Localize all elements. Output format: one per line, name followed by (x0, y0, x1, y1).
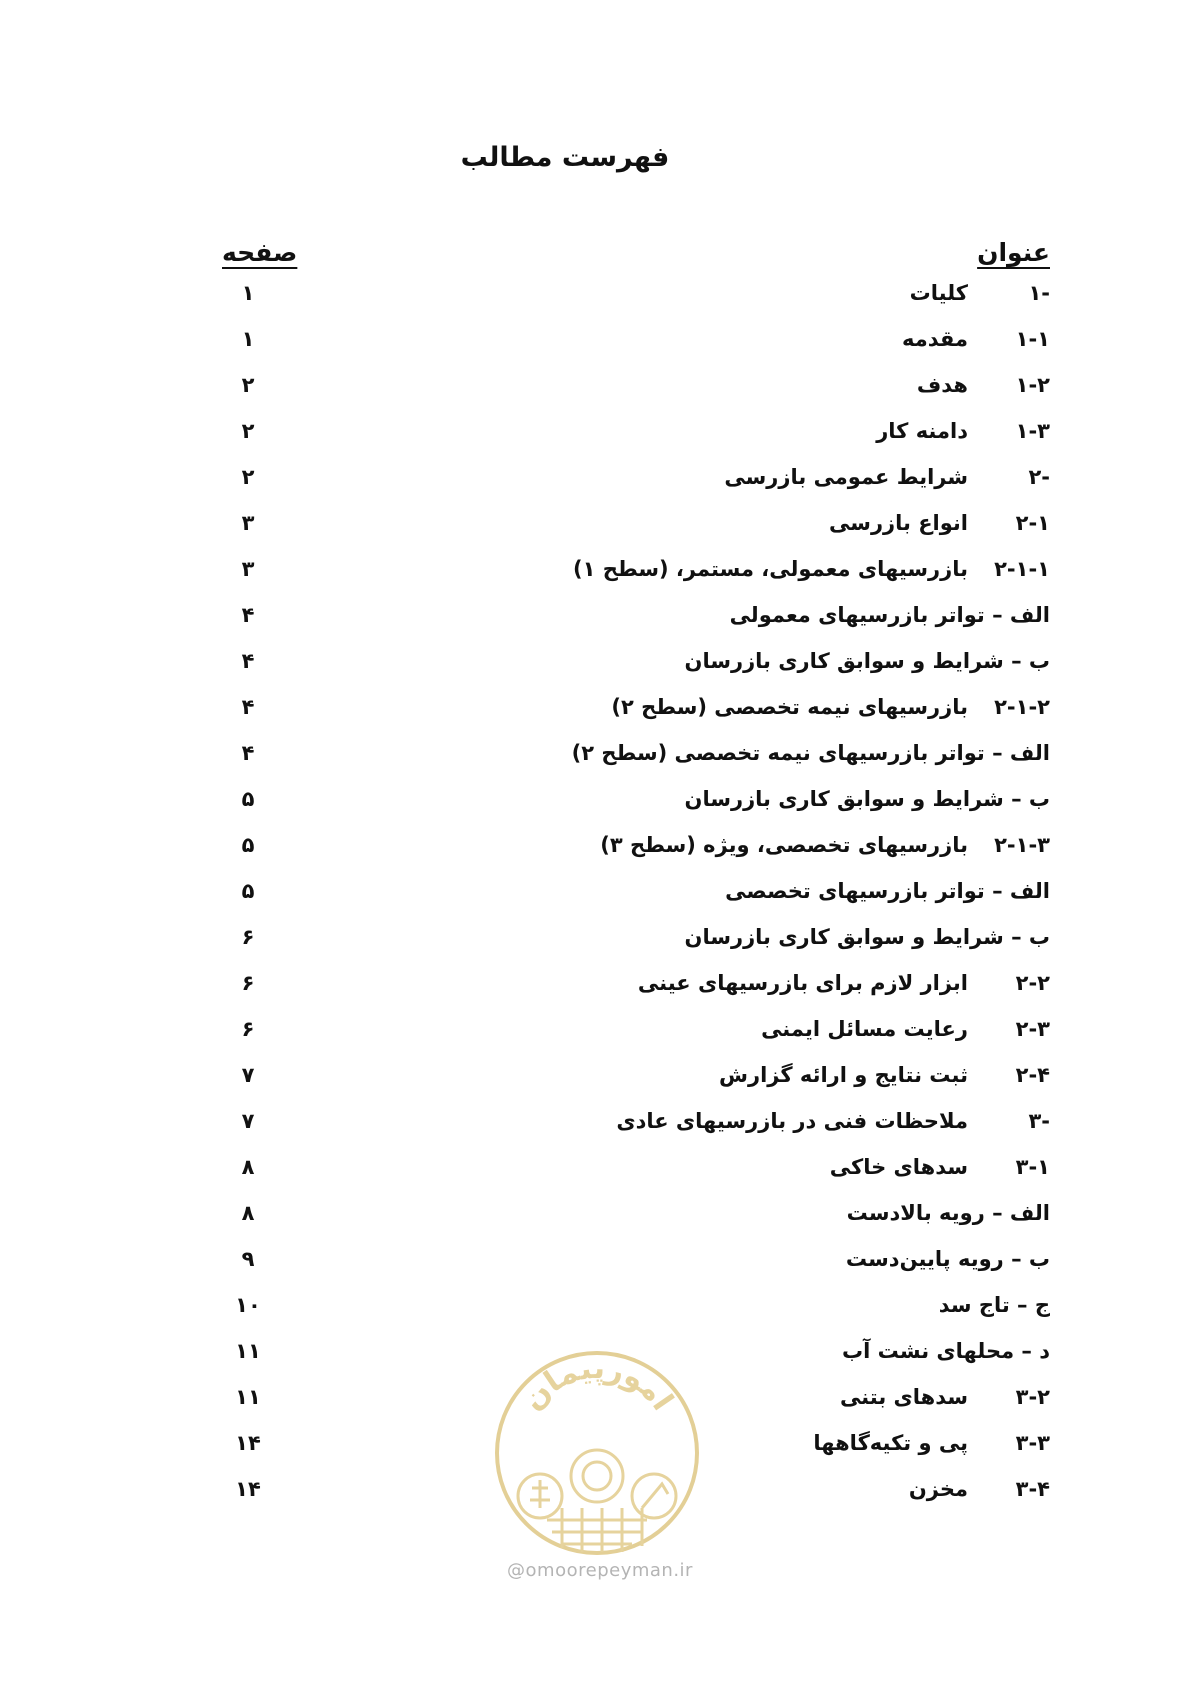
section-number: ۱-۳ (1015, 419, 1050, 443)
page-number: ۷ (241, 1063, 255, 1087)
toc-row (0, 1063, 1190, 1109)
section-number: ۳- (1028, 1109, 1050, 1133)
section-number: ۳-۲ (1015, 1385, 1050, 1409)
section-title: ب – شرایط و سوابق کاری بازرسان (684, 925, 1050, 949)
section-title: رعایت مسائل ایمنی (761, 1017, 968, 1041)
section-title: ب – شرایط و سوابق کاری بازرسان (684, 649, 1050, 673)
section-title: ثبت نتایج و ارائه گزارش (719, 1063, 968, 1087)
section-title: ابزار لازم برای بازرسیهای عینی (637, 971, 968, 995)
page-number: ۳ (241, 557, 255, 581)
page-column-header: صفحه (222, 238, 298, 267)
svg-text:امورپیمان: امورپیمان (515, 1350, 680, 1418)
toc-row (0, 1017, 1190, 1063)
section-number: ۲-۱-۱ (994, 557, 1050, 581)
page-number: ۱۱ (235, 1385, 261, 1409)
toc-row (0, 1109, 1190, 1155)
section-title: الف – تواتر بازرسیهای معمولی (729, 603, 1050, 627)
toc-row (0, 1155, 1190, 1201)
toc-row (0, 1247, 1190, 1293)
toc-row (0, 1293, 1190, 1339)
page-number: ۵ (241, 787, 255, 811)
section-number: ۲-۱-۲ (994, 695, 1050, 719)
section-number: ۳-۴ (1015, 1477, 1050, 1501)
title-column-header: عنوان (977, 238, 1050, 267)
section-title: د – محلهای نشت آب (841, 1339, 1050, 1363)
page-number: ۶ (241, 971, 255, 995)
section-title: سدهای بتنی (839, 1385, 968, 1409)
page-number: ۲ (241, 373, 255, 397)
toc-row (0, 419, 1190, 465)
section-title: الف – تواتر بازرسیهای تخصصی (725, 879, 1050, 903)
page-number: ۱ (241, 327, 255, 351)
section-title: ملاحظات فنی در بازرسیهای عادی (616, 1109, 968, 1133)
toc-row (0, 787, 1190, 833)
section-title: ب – شرایط و سوابق کاری بازرسان (684, 787, 1050, 811)
toc-row (0, 879, 1190, 925)
page-number: ۴ (241, 603, 255, 627)
page-number: ۳ (241, 511, 255, 535)
section-number: ۲-۱ (1015, 511, 1050, 535)
page-number: ۱۱ (235, 1339, 261, 1363)
section-title: دامنه کار (876, 419, 968, 443)
section-number: ۲-۱-۳ (994, 833, 1050, 857)
section-number: ۲- (1028, 465, 1050, 489)
toc-row (0, 971, 1190, 1017)
section-title: بازرسیهای تخصصی، ویژه (سطح ۳) (600, 833, 968, 857)
section-title: بازرسیهای نیمه تخصصی (سطح ۲) (611, 695, 968, 719)
page-number: ۶ (241, 925, 255, 949)
toc-row (0, 373, 1190, 419)
toc-row (0, 557, 1190, 603)
section-title: بازرسیهای معمولی، مستمر، (سطح ۱) (573, 557, 968, 581)
page-number: ۴ (241, 649, 255, 673)
section-title: سدهای خاکی (829, 1155, 968, 1179)
section-title: پی و تکیه‌گاهها (813, 1431, 968, 1455)
section-number: ۱-۲ (1015, 373, 1050, 397)
section-title: مقدمه (902, 327, 968, 351)
toc-row (0, 281, 1190, 327)
page-number: ۴ (241, 741, 255, 765)
page-number: ۱۴ (235, 1431, 261, 1455)
section-title: کلیات (909, 281, 968, 305)
page-number: ۸ (241, 1201, 255, 1225)
page-number: ۶ (241, 1017, 255, 1041)
section-title: الف – تواتر بازرسیهای نیمه تخصصی (سطح ۲) (571, 741, 1050, 765)
toc-row (0, 465, 1190, 511)
toc-row (0, 649, 1190, 695)
toc-row (0, 925, 1190, 971)
page-number: ۵ (241, 833, 255, 857)
page-number: ۷ (241, 1109, 255, 1133)
page-number: ۴ (241, 695, 255, 719)
section-number: ۲-۳ (1015, 1017, 1050, 1041)
toc-row (0, 1201, 1190, 1247)
page-number: ۵ (241, 879, 255, 903)
section-number: ۲-۴ (1015, 1063, 1050, 1087)
section-title: شرایط عمومی بازرسی (724, 465, 968, 489)
section-title: ج – تاج سد (938, 1293, 1050, 1317)
toc-row (0, 603, 1190, 649)
section-title: هدف (916, 373, 968, 397)
toc-row (0, 695, 1190, 741)
section-title: ب – رویه پایین‌دست (845, 1247, 1050, 1271)
section-title: مخزن (908, 1477, 968, 1501)
section-number: ۳-۳ (1015, 1431, 1050, 1455)
page-number: ۱۴ (235, 1477, 261, 1501)
page-number: ۱ (241, 281, 255, 305)
omoorepeyman-logo-icon (492, 1348, 702, 1558)
section-number: ۱- (1028, 281, 1050, 305)
table-of-contents (0, 281, 1190, 1523)
section-title: انواع بازرسی (829, 511, 968, 535)
page-title: فهرست مطالب (460, 142, 670, 173)
toc-row (0, 741, 1190, 787)
toc-row (0, 833, 1190, 879)
section-number: ۱-۱ (1015, 327, 1050, 351)
toc-row (0, 511, 1190, 557)
page-number: ۱۰ (235, 1293, 261, 1317)
toc-row (0, 327, 1190, 373)
section-number: ۲-۲ (1015, 971, 1050, 995)
page-number: ۸ (241, 1155, 255, 1179)
watermark-url: @omoorepeyman.ir (507, 1560, 693, 1581)
section-number: ۳-۱ (1015, 1155, 1050, 1179)
section-title: الف – رویه بالادست (846, 1201, 1050, 1225)
page-number: ۲ (241, 419, 255, 443)
page-number: ۲ (241, 465, 255, 489)
page-number: ۹ (241, 1247, 255, 1271)
